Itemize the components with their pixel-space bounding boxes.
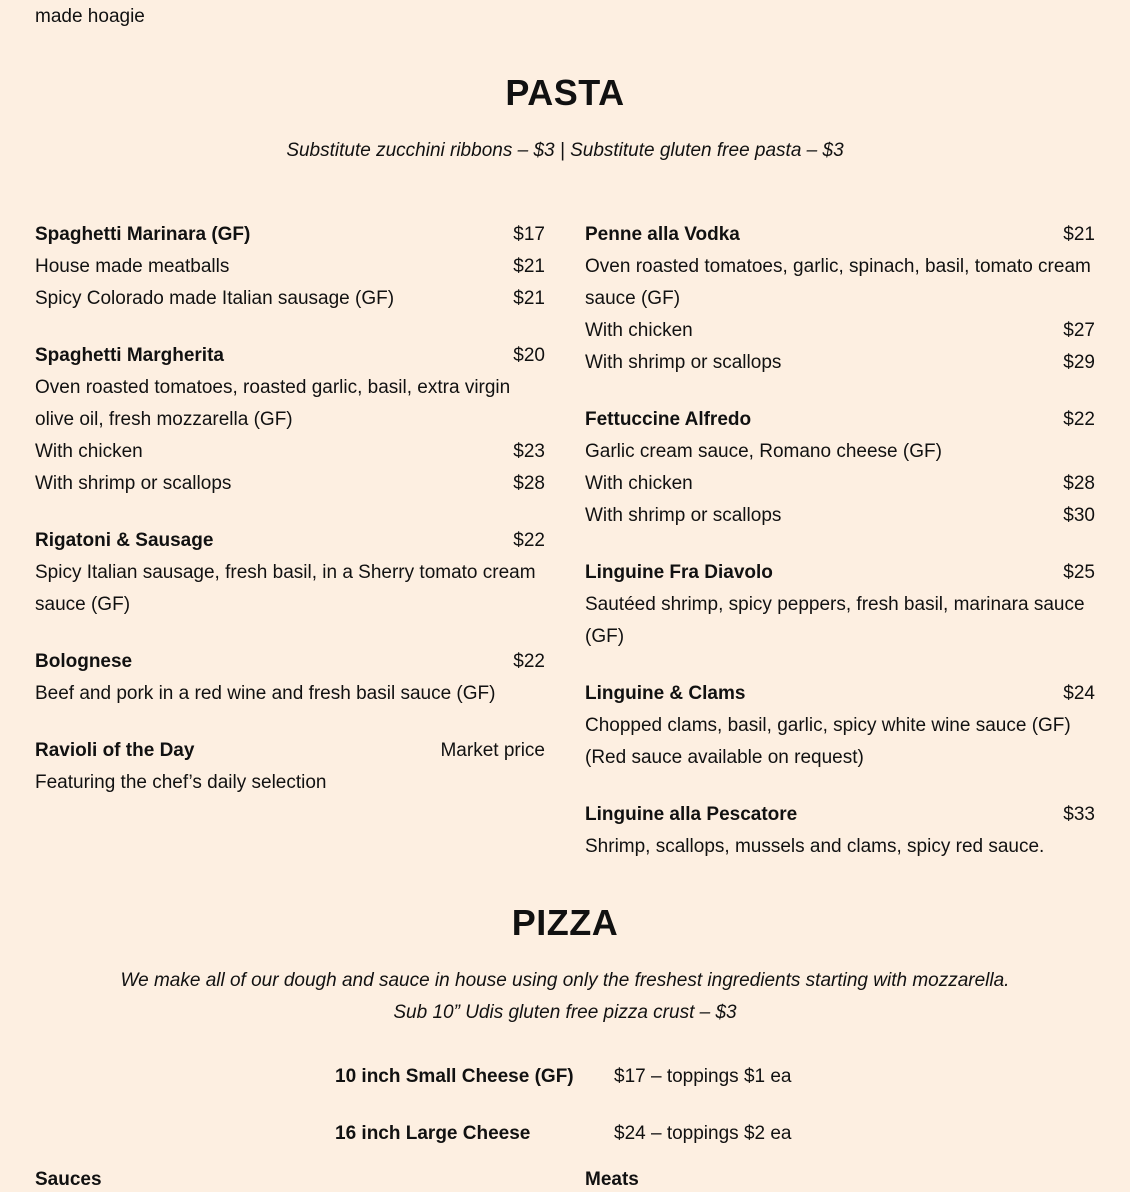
option-label: With shrimp or scallops: [35, 473, 232, 494]
option-label: With chicken: [585, 320, 693, 341]
menu-item-description: Oven roasted tomatoes, garlic, spinach, basil, tomato cream sauce (GF): [585, 256, 1091, 309]
menu-item-header: [35, 219, 545, 251]
menu-item-price: Market price: [440, 740, 545, 761]
menu-item-price: $33: [1063, 804, 1095, 825]
menu-item-name: Spaghetti Marinara (GF): [35, 224, 251, 245]
menu-item: [585, 678, 1095, 774]
option-price: $30: [1063, 505, 1095, 526]
option-price: $21: [513, 288, 545, 309]
menu-item-name: Penne alla Vodka: [585, 224, 740, 245]
option-label: With chicken: [585, 473, 693, 494]
menu-item-price: $21: [1063, 224, 1095, 245]
pizza-subtitle-line2: Sub 10” Udis gluten free pizza crust – $3: [393, 1002, 737, 1023]
menu-item-header: [35, 735, 545, 767]
pizza-subtitle-line1: We make all of our dough and sauce in house using only the freshest ingredients starting with mozzarella.: [120, 970, 1010, 991]
menu-item: [35, 340, 545, 500]
menu-item-description: Chopped clams, basil, garlic, spicy white wine sauce (GF) (Red sauce available on request): [585, 715, 1071, 768]
pizza-size-name: 10 inch Small Cheese (GF): [335, 1066, 574, 1087]
option-price: $27: [1063, 320, 1095, 341]
menu-item-price: $22: [513, 530, 545, 551]
menu-item-option: [585, 315, 1095, 347]
option-price: $23: [513, 441, 545, 462]
pasta-heading: PASTA: [505, 72, 625, 113]
menu-item-price: $17: [513, 224, 545, 245]
menu-item-header: [585, 404, 1095, 436]
menu-item: [35, 525, 545, 621]
menu-item-description: Beef and pork in a red wine and fresh basil sauce (GF): [35, 683, 496, 704]
menu-item-header: [35, 646, 545, 678]
menu-item-price: $20: [513, 345, 545, 366]
menu-item-price: $22: [513, 651, 545, 672]
menu-item-option: [585, 500, 1095, 532]
pizza-heading: PIZZA: [511, 902, 619, 943]
menu-item-option: [35, 436, 545, 468]
menu-item: [35, 646, 545, 710]
menu-item-option: [35, 468, 545, 500]
menu-item: [35, 735, 545, 799]
menu-item: [585, 219, 1095, 379]
menu-item-header: [35, 340, 545, 372]
menu-item-header: [585, 799, 1095, 831]
menu-item-description: Sautéed shrimp, spicy peppers, fresh basil, marinara sauce (GF): [585, 594, 1085, 647]
option-price: $21: [513, 256, 545, 277]
option-label: With shrimp or scallops: [585, 352, 782, 373]
menu-item-description: Garlic cream sauce, Romano cheese (GF): [585, 441, 942, 462]
option-price: $28: [513, 473, 545, 494]
menu-item-description: Oven roasted tomatoes, roasted garlic, basil, extra virgin olive oil, fresh mozzarella (GF): [35, 377, 511, 430]
pizza-size-price: $17 – toppings $1 ea: [614, 1066, 792, 1087]
menu-item-name: Spaghetti Margherita: [35, 345, 224, 366]
menu-item-price: $25: [1063, 562, 1095, 583]
menu-item-name: Linguine Fra Diavolo: [585, 562, 773, 583]
menu-item-option: [585, 347, 1095, 379]
option-label: Spicy Colorado made Italian sausage (GF): [35, 288, 395, 309]
menu-item-description: Shrimp, scallops, mussels and clams, spicy red sauce.: [585, 836, 1045, 857]
pizza-size-name: 16 inch Large Cheese: [335, 1123, 531, 1144]
option-label: With chicken: [35, 441, 143, 462]
menu-item: [585, 557, 1095, 653]
option-label: House made meatballs: [35, 256, 230, 277]
option-label: With shrimp or scallops: [585, 505, 782, 526]
meats-heading: Meats: [585, 1169, 639, 1190]
menu-item-option: [35, 251, 545, 283]
option-price: $29: [1063, 352, 1095, 373]
option-price: $28: [1063, 473, 1095, 494]
menu-item-price: $24: [1063, 683, 1095, 704]
pizza-size-price: $24 – toppings $2 ea: [614, 1123, 792, 1144]
menu-item-option: [585, 468, 1095, 500]
menu-item-name: Linguine & Clams: [585, 683, 746, 704]
menu-item-name: Rigatoni & Sausage: [35, 530, 214, 551]
menu-item-description: Spicy Italian sausage, fresh basil, in a Sherry tomato cream sauce (GF): [35, 562, 536, 615]
pasta-right-column: [585, 219, 1095, 888]
pasta-left-column: [35, 219, 545, 824]
previous-item-description: made hoagie: [35, 6, 145, 27]
menu-item-header: [585, 557, 1095, 589]
menu-item-name: Fettuccine Alfredo: [585, 409, 752, 430]
menu-item-name: Bolognese: [35, 651, 133, 672]
menu-item: [35, 219, 545, 315]
menu-item-header: [35, 525, 545, 557]
pasta-subtitle: Substitute zucchini ribbons – $3 | Substitute gluten free pasta – $3: [286, 140, 844, 161]
menu-item-header: [585, 219, 1095, 251]
menu-item-name: Ravioli of the Day: [35, 740, 195, 761]
menu-item-option: [35, 283, 545, 315]
menu-item-name: Linguine alla Pescatore: [585, 804, 798, 825]
menu-item-description: Featuring the chef’s daily selection: [35, 772, 327, 793]
menu-item-price: $22: [1063, 409, 1095, 430]
menu-item: [585, 799, 1095, 863]
sauces-heading: Sauces: [35, 1169, 102, 1190]
menu-item-header: [585, 678, 1095, 710]
menu-item: [585, 404, 1095, 532]
